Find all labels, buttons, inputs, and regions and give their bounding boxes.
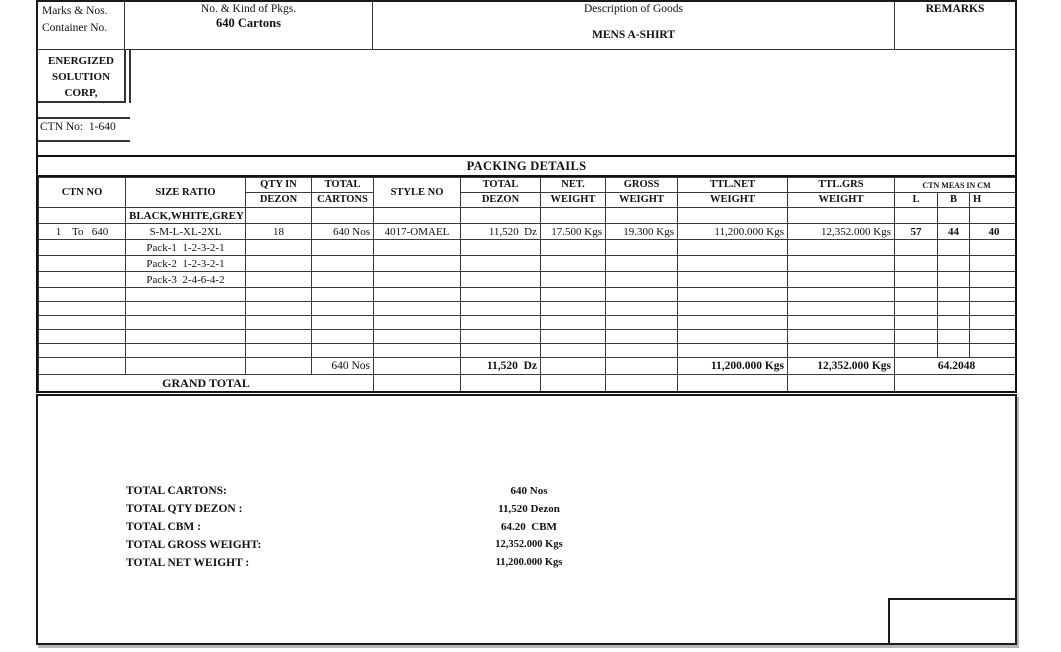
col-ttl-grs-weight: TTL.GRS bbox=[788, 178, 895, 193]
summary-label: TOTAL NET WEIGHT : bbox=[126, 557, 250, 569]
summary-row bbox=[38, 485, 1015, 503]
grand-total-row bbox=[39, 375, 1018, 393]
gross-weight: 19.300 Kgs bbox=[606, 224, 678, 240]
col-ttl-net-weight: TTL.NET bbox=[678, 178, 788, 193]
shipper-name-box bbox=[38, 50, 126, 103]
horizontal-divider bbox=[38, 140, 130, 142]
packages-label: No. & Kind of Pkgs. bbox=[200, 3, 297, 15]
ttl-net-weight-sum: 11,200.000 Kgs bbox=[678, 358, 788, 375]
col-length: L bbox=[895, 193, 938, 208]
ttl-net-weight: 11,200.000 Kgs bbox=[678, 224, 788, 240]
description-label: Description of Goods bbox=[583, 3, 683, 15]
packages-value: 640 Cartons bbox=[216, 16, 281, 30]
color-value: BLACK,WHITE,GREY bbox=[126, 208, 246, 224]
col-total-dezon: TOTAL bbox=[461, 178, 541, 193]
summary-value: 640 Nos bbox=[510, 485, 548, 497]
col-gross-weight: GROSS bbox=[606, 178, 678, 193]
col-total-dezon-2: DEZON bbox=[461, 193, 541, 208]
empty-row bbox=[39, 288, 1018, 302]
summary-value: 11,200.000 Kgs bbox=[495, 557, 563, 568]
shipper-name-line: CORP, bbox=[64, 87, 98, 99]
net-weight: 17.500 Kgs bbox=[541, 224, 606, 240]
marks-label: Marks & Nos. bbox=[42, 5, 108, 17]
description-value: MENS A-SHIRT bbox=[592, 29, 675, 41]
summary-label: TOTAL CARTONS: bbox=[126, 485, 227, 497]
remarks-label: REMARKS bbox=[925, 3, 985, 15]
shipper-name-line: ENERGIZED bbox=[47, 55, 115, 67]
vertical-divider bbox=[129, 50, 131, 103]
col-breadth: B bbox=[938, 193, 970, 208]
summary-row bbox=[38, 539, 1015, 557]
summary-value: 64.20 CBM bbox=[501, 521, 557, 533]
packing-details-title: PACKING DETAILS bbox=[38, 157, 1015, 177]
empty-row bbox=[39, 316, 1018, 330]
col-qty-in: QTY IN bbox=[246, 178, 312, 193]
pack-ratio: Pack-2 1-2-3-2-1 bbox=[126, 256, 246, 272]
container-no-label: Container No. bbox=[42, 22, 108, 34]
total-dezon: 11,520 Dz bbox=[461, 224, 541, 240]
style-no: 4017-OMAEL bbox=[374, 224, 461, 240]
packing-table bbox=[38, 177, 1017, 393]
packing-details-table bbox=[36, 155, 1017, 393]
summary-row bbox=[38, 521, 1015, 539]
empty-row bbox=[39, 302, 1018, 316]
pack-ratio: Pack-3 2-4-6-4-2 bbox=[126, 272, 246, 288]
col-gross-weight-2: WEIGHT bbox=[606, 193, 678, 208]
main-data-row bbox=[39, 224, 1018, 240]
signature-box bbox=[888, 598, 1017, 645]
shipper-name-line: SOLUTION bbox=[51, 71, 111, 83]
qty-in-dezon: 18 bbox=[246, 224, 312, 240]
summary-label: TOTAL QTY DEZON : bbox=[126, 503, 243, 515]
ctn-range: 1 To 640 bbox=[39, 224, 126, 240]
totals-row bbox=[39, 358, 1018, 375]
pack-row bbox=[39, 240, 1018, 256]
summary-label: TOTAL CBM : bbox=[126, 521, 201, 533]
pack-row bbox=[39, 272, 1018, 288]
col-qty-in-2: DEZON bbox=[246, 193, 312, 208]
summary-row bbox=[38, 557, 1015, 575]
col-net-weight: NET. bbox=[541, 178, 606, 193]
empty-row bbox=[39, 344, 1018, 358]
shipper-section bbox=[36, 50, 1017, 155]
pack-row bbox=[39, 256, 1018, 272]
header-row-1 bbox=[39, 178, 1018, 193]
summary-label: TOTAL GROSS WEIGHT: bbox=[126, 539, 262, 551]
total-cartons: 640 Nos bbox=[312, 224, 374, 240]
col-height: H bbox=[970, 193, 1018, 208]
col-total-cartons: TOTAL bbox=[312, 178, 374, 193]
description-cell bbox=[373, 2, 895, 49]
summary-value: 12,352.000 Kgs bbox=[495, 539, 563, 550]
pack-ratio: Pack-1 1-2-3-2-1 bbox=[126, 240, 246, 256]
col-ctn-no: CTN NO bbox=[39, 178, 126, 208]
meas-h: 40 bbox=[970, 224, 1018, 240]
color-row bbox=[39, 208, 1018, 224]
meas-b: 44 bbox=[938, 224, 970, 240]
ttl-grs-weight-sum: 12,352.000 Kgs bbox=[788, 358, 895, 375]
cbm-sum: 64.2048 bbox=[895, 358, 1018, 375]
marks-and-nos-cell bbox=[38, 2, 125, 49]
summary-list bbox=[38, 485, 1015, 575]
ctn-no-text: CTN No: 1-640 bbox=[40, 121, 116, 133]
col-size-ratio: SIZE RATIO bbox=[126, 178, 246, 208]
horizontal-divider bbox=[38, 117, 130, 119]
summary-section bbox=[36, 394, 1017, 645]
remarks-cell bbox=[895, 2, 1015, 49]
total-dezon-sum: 11,520 Dz bbox=[461, 358, 541, 375]
document-header bbox=[36, 0, 1017, 50]
meas-l: 57 bbox=[895, 224, 938, 240]
ttl-grs-weight: 12,352.000 Kgs bbox=[788, 224, 895, 240]
total-cartons-sum: 640 Nos bbox=[312, 358, 374, 375]
document bbox=[36, 0, 1017, 645]
col-total-cartons-2: CARTONS bbox=[312, 193, 374, 208]
empty-row bbox=[39, 330, 1018, 344]
col-ttl-grs-weight-2: WEIGHT bbox=[788, 193, 895, 208]
grand-total-label: GRAND TOTAL bbox=[39, 375, 374, 393]
col-style-no: STYLE NO bbox=[374, 178, 461, 208]
col-net-weight-2: WEIGHT bbox=[541, 193, 606, 208]
col-ttl-net-weight-2: WEIGHT bbox=[678, 193, 788, 208]
col-ctn-meas: CTN MEAS IN CM bbox=[895, 178, 1018, 193]
packages-cell bbox=[125, 2, 373, 49]
summary-row bbox=[38, 503, 1015, 521]
summary-value: 11,520 Dezon bbox=[498, 503, 560, 515]
size-ratio: S-M-L-XL-2XL bbox=[126, 224, 246, 240]
